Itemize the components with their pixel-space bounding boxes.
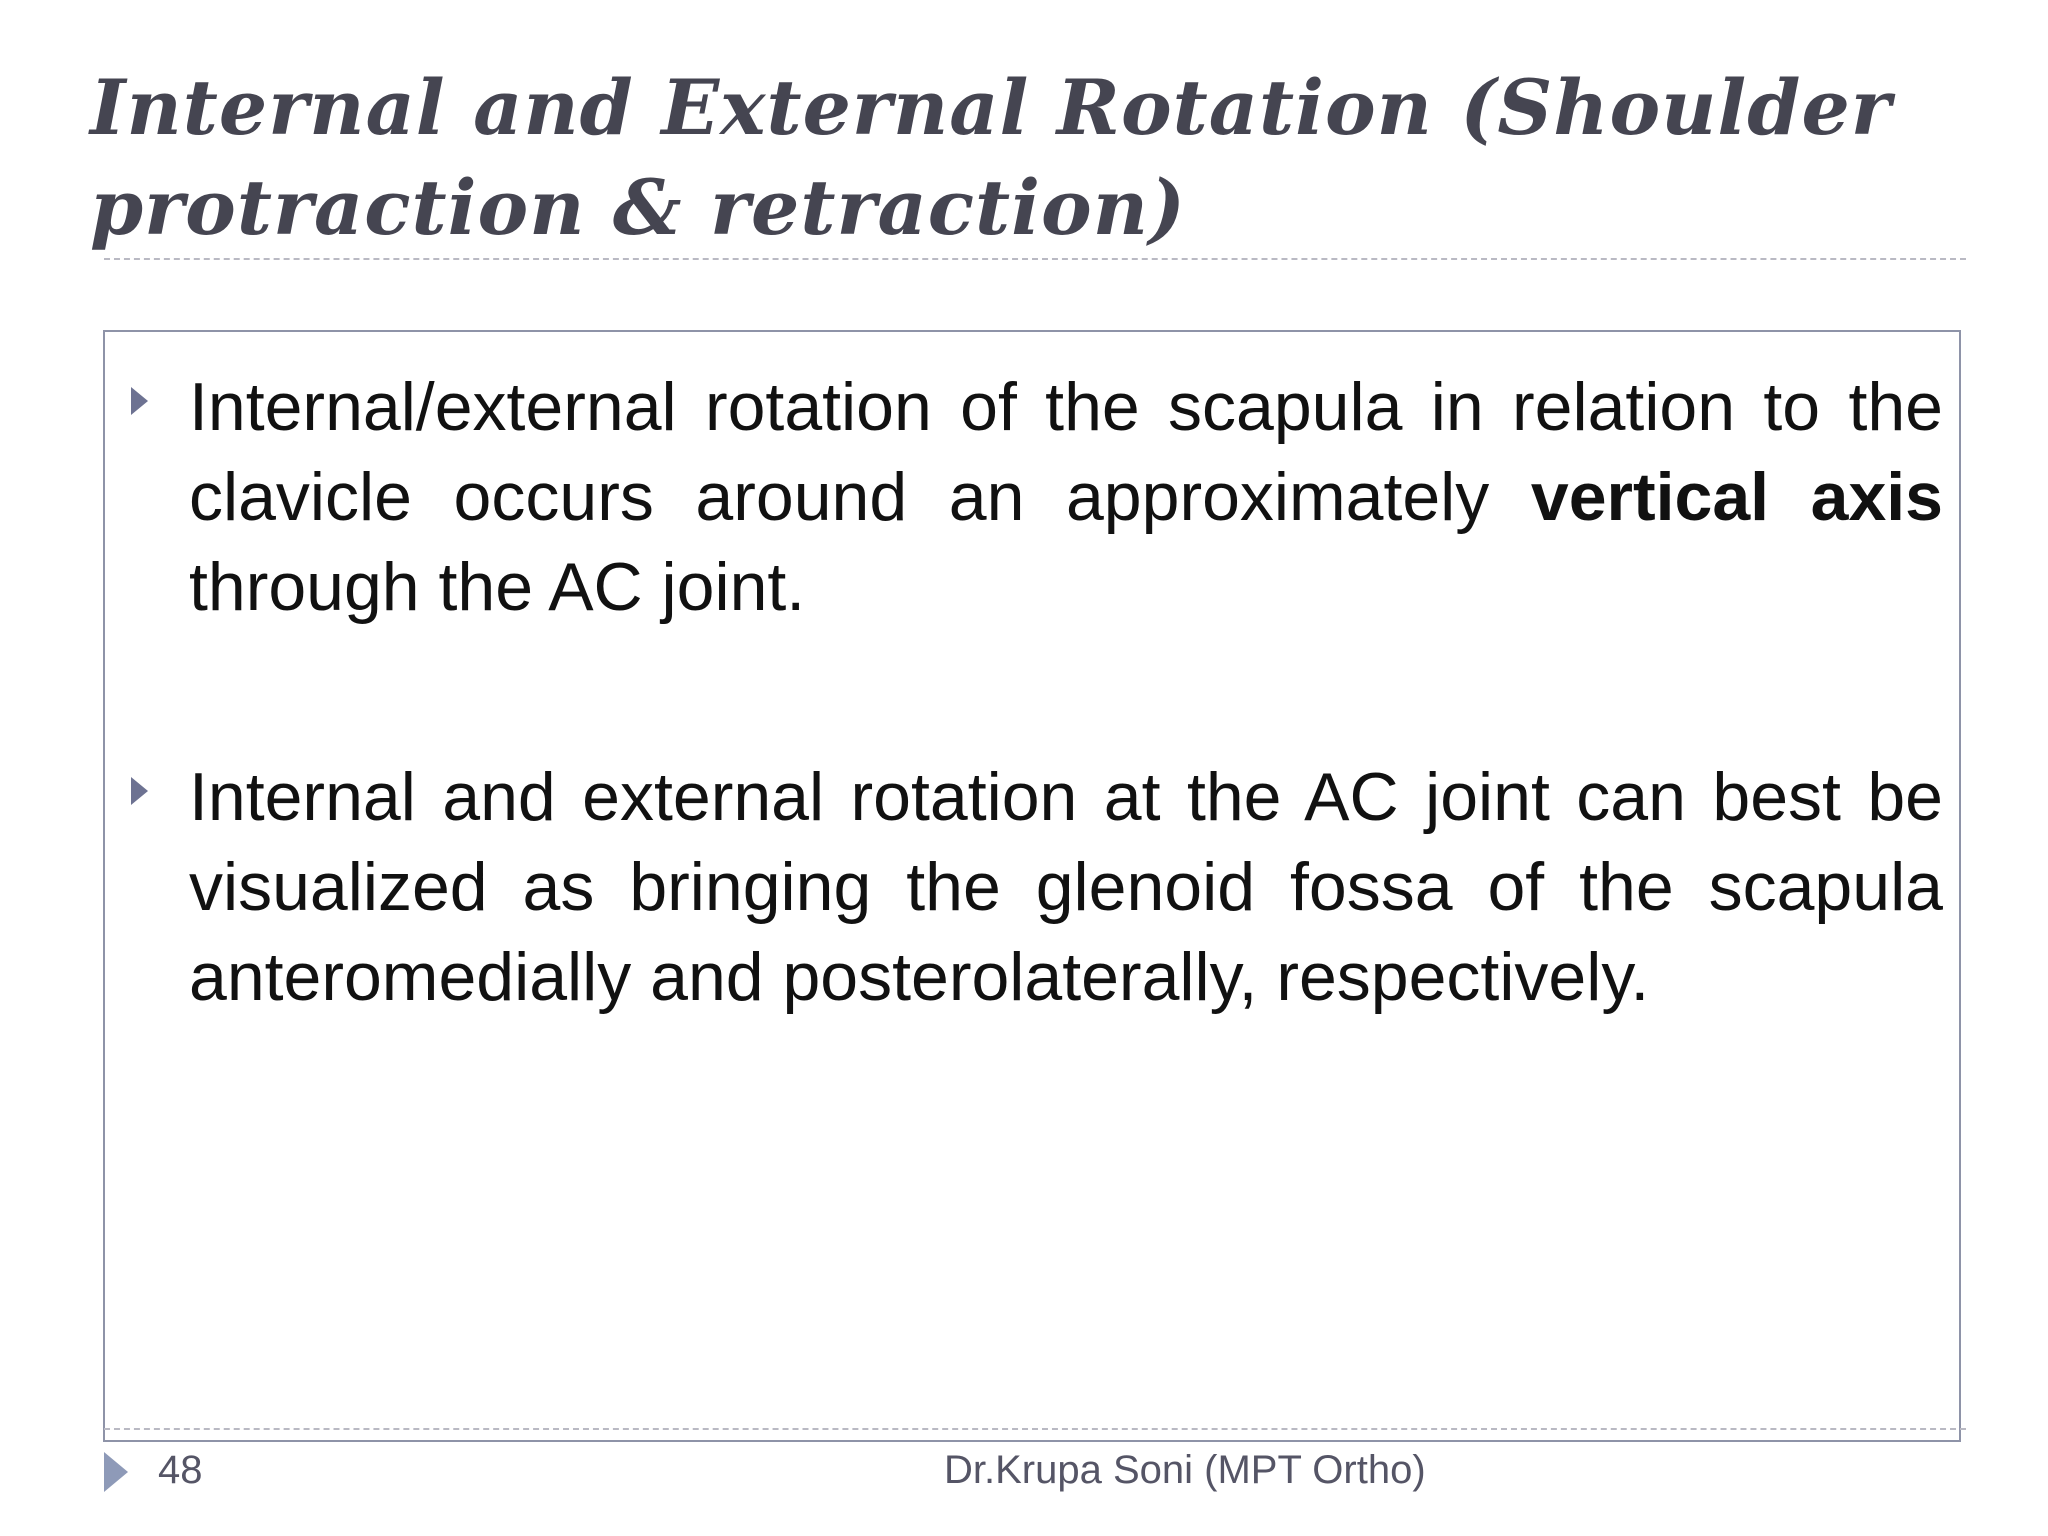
bullet-arrow-icon — [131, 777, 148, 805]
footer-divider — [104, 1428, 1966, 1430]
bullet-text — [189, 752, 1943, 1022]
bullet-text — [189, 362, 1943, 632]
slide-title: Internal and External Rotation (Shoulder protraction & retraction) — [90, 63, 1892, 252]
bullet-text-part: Internal and external rotation at the AC joint can best be visualized as bringing the glenoid fossa of the scapula anteromedially and posterolaterally, respectively. — [189, 759, 1943, 1015]
bullet-text-part: Internal/external rotation of the scapula in relation to the clavicle occurs around an approximately — [189, 369, 1943, 535]
footer-triangle-icon — [104, 1452, 128, 1492]
bullet-text-part: through the AC joint. — [189, 549, 806, 625]
bullet-text-bold: vertical axis — [1530, 459, 1943, 535]
content-box — [103, 330, 1961, 1442]
footer-author: Dr.Krupa Soni (MPT Ortho) — [944, 1448, 1426, 1492]
page-number: 48 — [158, 1448, 203, 1492]
title-divider — [104, 258, 1966, 260]
bullet-arrow-icon — [131, 387, 148, 415]
